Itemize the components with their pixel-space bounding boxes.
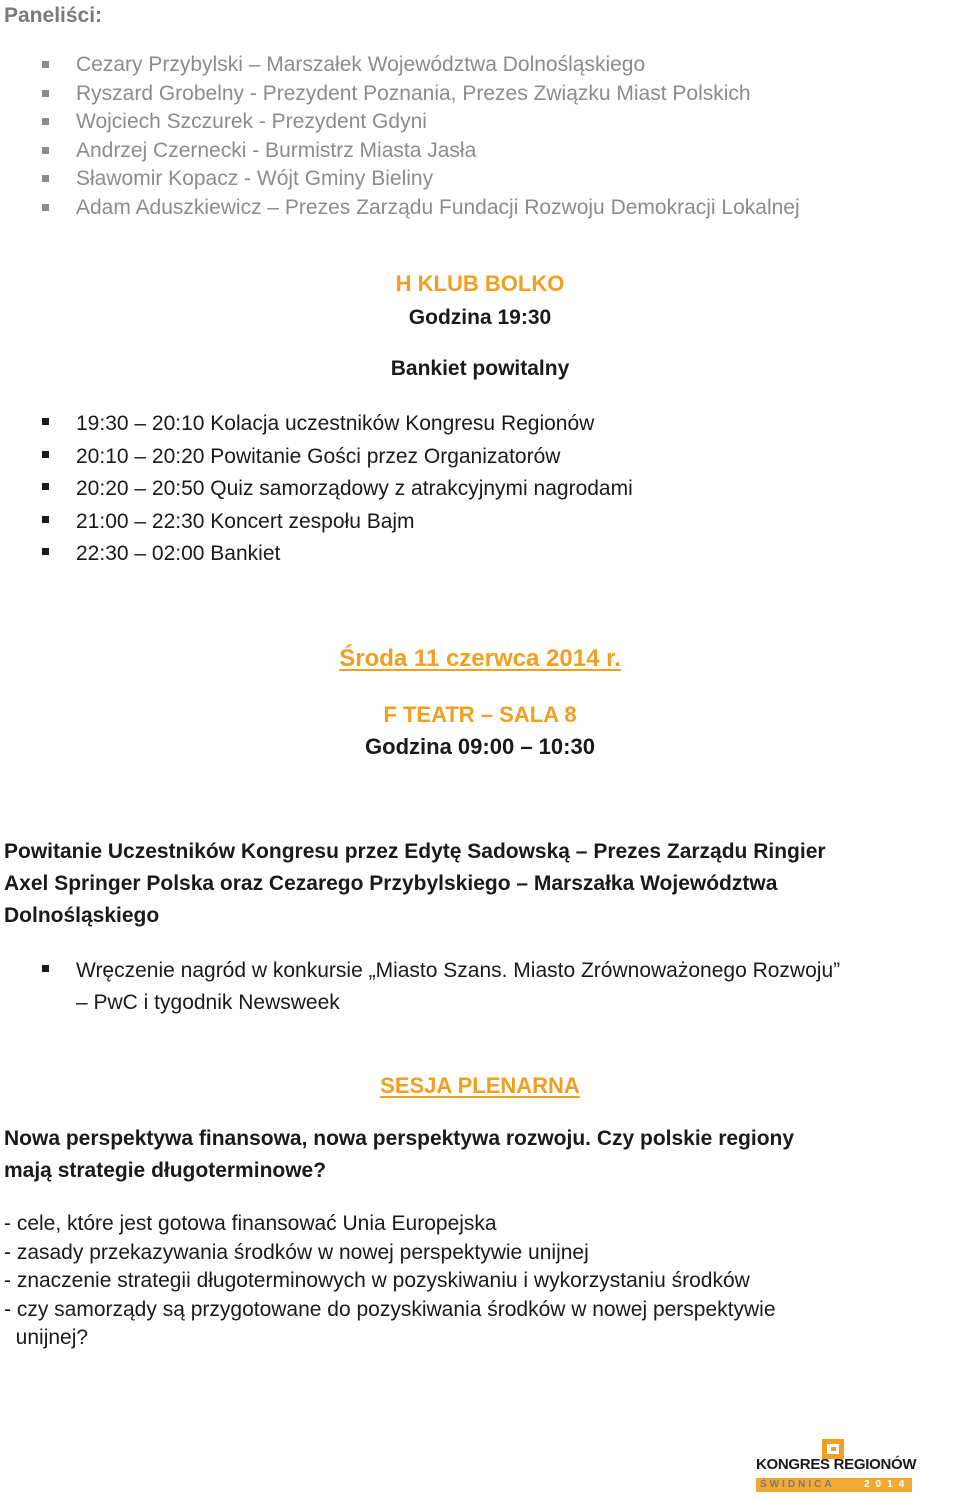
logo-year: 2014 [864,1479,911,1490]
list-item: - znaczenie strategii długoterminowych w pozyskiwaniu i wykorzystaniu środków [4,1269,750,1292]
square-bullet-icon [42,147,49,154]
list-item: Sławomir Kopacz - Wójt Gminy Bieliny [42,165,800,194]
square-bullet-icon [42,516,49,523]
square-bullet-icon [42,451,49,458]
square-bullet-icon [42,418,49,425]
day-venue: F TEATR – SALA 8 [383,702,577,727]
award-list [42,955,840,1019]
list-item: 19:30 – 20:10 Kolacja uczestników Kongresu Regionów [42,408,633,441]
list-item: Cezary Przybylski – Marszałek Województwa Dolnośląskiego [42,51,800,80]
logo-city: ŚWIDNICA [760,1479,835,1490]
evening-venue: H KLUB BOLKO [395,271,565,296]
square-bullet-icon [42,118,49,125]
square-bullet-icon [42,483,49,490]
square-bullet-icon [42,90,49,97]
square-bullet-icon [42,175,49,182]
list-item: 22:30 – 02:00 Bankiet [42,538,633,571]
plenary-points [4,1210,776,1353]
panelists-heading: Paneliści: [4,4,103,27]
list-item: - cele, które jest gotowa finansować Unia Europejska [4,1212,497,1235]
day-time: Godzina 09:00 – 10:30 [365,734,595,759]
welcome-paragraph: Powitanie Uczestników Kongresu przez Edytę Sadowską – Prezes Zarządu Ringier Axel Springer Polska oraz Cezarego Przybylskiego – Marszałka Województwa Dolnośląskiego [4,840,826,927]
list-item: - czy samorządy są przygotowane do pozyskiwania środków w nowej perspektywie [4,1297,776,1321]
list-item: 21:00 – 22:30 Koncert zespołu Bajm [42,506,633,539]
list-item: Andrzej Czernecki - Burmistrz Miasta Jasła [42,137,800,166]
day-date: Środa 11 czerwca 2014 r. [339,645,621,672]
list-item: Wręczenie nagród w konkursie „Miasto Szans. Miasto Zrównoważonego Rozwoju” [42,955,840,987]
list-item: unijnej? [4,1326,89,1349]
panelists-list [42,51,800,222]
evening-title: Bankiet powitalny [390,357,570,380]
evening-time: Godzina 19:30 [408,306,552,329]
list-item: 20:10 – 20:20 Powitanie Gości przez Organizatorów [42,441,633,474]
square-bullet-icon [42,548,49,555]
logo-title: KONGRES REGIONÓW [756,1456,917,1473]
list-item: Ryszard Grobelny - Prezydent Poznania, Prezes Związku Miast Polskich [42,80,800,109]
square-bullet-icon [42,61,49,68]
list-item: Wojciech Szczurek - Prezydent Gdyni [42,108,800,137]
square-bullet-icon [42,965,49,972]
list-item: Adam Aduszkiewicz – Prezes Zarządu Fundacji Rozwoju Demokracji Lokalnej [42,194,800,223]
list-item: 20:20 – 20:50 Quiz samorządowy z atrakcyjnymi nagrodami [42,473,633,506]
evening-schedule [42,408,633,571]
list-item-continuation: – PwC i tygodnik Newsweek [76,991,340,1014]
square-bullet-icon [42,204,49,211]
plenary-heading: SESJA PLENARNA [380,1073,580,1098]
list-item: - zasady przekazywania środków w nowej perspektywie unijnej [4,1240,589,1264]
plenary-question: Nowa perspektywa finansowa, nowa perspektywa rozwoju. Czy polskie regiony mają strategie długoterminowe? [4,1127,795,1182]
kongres-regionow-logo [752,1436,922,1494]
